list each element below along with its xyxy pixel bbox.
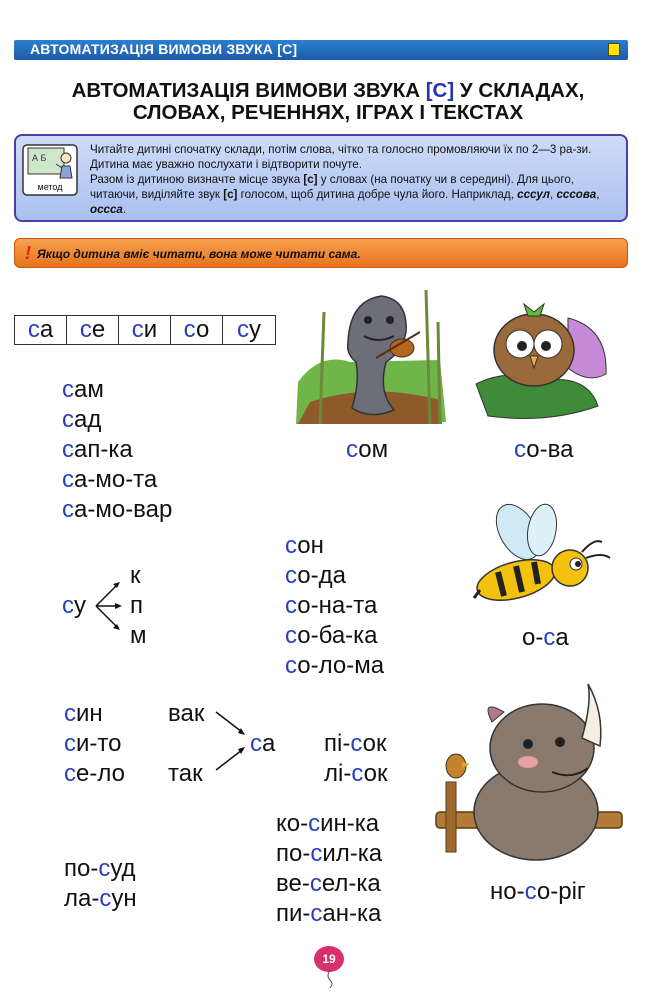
- letter-s: с: [543, 624, 556, 651]
- syllable-cell: [15, 316, 67, 344]
- method-instructions-box: [14, 134, 628, 222]
- word-rest: ан-ка: [322, 900, 382, 927]
- word-rest: а: [555, 624, 569, 651]
- word-rest: а-мо-вар: [74, 496, 173, 523]
- method-icon: [22, 144, 78, 196]
- letter-s: с: [79, 316, 92, 343]
- title-line-2: СЛОВАХ, РЕЧЕННЯХ, ІГРАХ І ТЕКСТАХ: [132, 101, 524, 124]
- method-text-part: голосом, щоб дитина добре чула його. Наприклад,: [237, 188, 518, 201]
- word-rest: ад: [74, 406, 102, 433]
- word-rest: а-мо-та: [74, 466, 158, 493]
- letter-s: с: [285, 592, 298, 619]
- su-arrows: [92, 570, 132, 640]
- caption-osa: [522, 624, 569, 652]
- word-rest: ок: [362, 730, 387, 757]
- example-word: оссса: [90, 203, 123, 216]
- word-item: [276, 840, 382, 868]
- letter-s: с: [62, 496, 74, 523]
- word-pre: ла-: [64, 885, 100, 912]
- word-rest: он: [297, 532, 324, 559]
- word-rest: о-да: [297, 562, 346, 589]
- word-pre: но-: [490, 878, 525, 905]
- word-item: [285, 562, 346, 590]
- syllable-cell: [171, 316, 223, 344]
- separator: ,: [596, 188, 600, 201]
- vowel: у: [249, 316, 261, 343]
- section-header-bar: [14, 40, 628, 60]
- word-rest: ил-ка: [322, 840, 383, 867]
- word-item: [324, 730, 386, 758]
- letter-s: с: [62, 376, 74, 403]
- syllable-sa: [250, 730, 275, 758]
- syllable-su: [62, 592, 86, 620]
- word-pre: о-: [522, 624, 544, 651]
- page-title: [40, 80, 616, 124]
- word-rest: и-то: [76, 730, 122, 757]
- letter-s: с: [62, 406, 74, 433]
- letter-s: с: [309, 870, 322, 897]
- method-text-part: у словах (на початку чи в середині). Для цього, читаючи, виділяйте звук: [90, 173, 575, 201]
- rhino-picture: [432, 682, 628, 868]
- word-tak: так: [168, 760, 203, 787]
- word-rest: ап-ка: [74, 436, 133, 463]
- syllable-cell: [119, 316, 171, 344]
- ending-p: п: [130, 592, 143, 619]
- note-text: Якщо дитина вміє читати, вона може читати сама.: [37, 247, 361, 261]
- word-item: [285, 532, 324, 560]
- letter-s: с: [285, 652, 298, 679]
- vowel: и: [143, 316, 158, 343]
- page-number: 19: [314, 946, 344, 972]
- catfish-picture: [290, 282, 450, 432]
- vowel: о: [195, 316, 210, 343]
- vowel: е: [91, 316, 106, 343]
- word-item: [285, 592, 377, 620]
- vowel: а: [39, 316, 54, 343]
- sound-mark: [с]: [303, 173, 318, 186]
- word-item: [62, 466, 157, 494]
- letter-s: с: [308, 810, 321, 837]
- word-rest: о-ріг: [536, 878, 586, 905]
- word-pre: ко-: [276, 810, 309, 837]
- exclamation-icon: !: [25, 243, 31, 263]
- word-rest: е-ло: [76, 760, 125, 787]
- word-vak: вак: [168, 700, 205, 727]
- method-text: [90, 142, 620, 217]
- word-pre: лі-: [324, 760, 352, 787]
- word-item: [285, 622, 378, 650]
- word-rest: ин-ка: [320, 810, 380, 837]
- syllable-cell: [67, 316, 119, 344]
- letter-s: с: [99, 885, 112, 912]
- word-rest: о-ба-ка: [297, 622, 378, 649]
- letter-s: с: [62, 592, 74, 619]
- ending-m: м: [130, 622, 147, 649]
- word-item: [62, 376, 104, 404]
- note-bar: [14, 238, 628, 268]
- word-rest: ок: [363, 760, 388, 787]
- word-item: [276, 870, 381, 898]
- word-rest: уд: [110, 855, 136, 882]
- word-pre: ве-: [276, 870, 310, 897]
- separator: .: [122, 203, 127, 216]
- word-pre: пі-: [324, 730, 351, 757]
- letter-s: с: [183, 316, 196, 343]
- word-rest: ун: [111, 885, 137, 912]
- title-part: АВТОМАТИЗАЦІЯ ВИМОВИ ЗВУКА: [71, 79, 426, 102]
- wasp-picture: [468, 502, 616, 614]
- separator: ,: [550, 188, 557, 201]
- word-item: [62, 406, 101, 434]
- owl-picture: [468, 288, 618, 428]
- sa-arrows: [212, 706, 252, 776]
- word-rest: о-ва: [526, 436, 574, 463]
- letter-s: с: [346, 436, 359, 463]
- word-pre: пи-: [276, 900, 311, 927]
- word-item: [276, 900, 381, 928]
- word-pre: по-: [276, 840, 311, 867]
- yellow-square-marker: [608, 43, 620, 56]
- word-item: [64, 885, 137, 913]
- sound-mark: [с]: [223, 188, 238, 201]
- ending-k: к: [130, 562, 141, 589]
- letter-s: с: [64, 760, 76, 787]
- letter-s: с: [310, 840, 323, 867]
- letter-s: с: [524, 878, 537, 905]
- word-item: [324, 760, 387, 788]
- title-part: У СКЛАДАХ,: [454, 79, 585, 102]
- letter-s: с: [285, 532, 298, 559]
- syllable-table: [14, 315, 276, 345]
- letter-s: с: [350, 730, 363, 757]
- svg-text:А Б: А Б: [32, 153, 47, 163]
- letter-s: с: [64, 700, 76, 727]
- vowel: у: [74, 592, 86, 619]
- title-sound: [С]: [425, 79, 455, 102]
- word-item: [64, 700, 103, 728]
- word-pre: по-: [64, 855, 99, 882]
- word-item: [62, 496, 172, 524]
- letter-s: с: [131, 316, 144, 343]
- letter-s: с: [514, 436, 527, 463]
- word-rest: о-ло-ма: [297, 652, 385, 679]
- letter-s: с: [285, 562, 298, 589]
- letter-s: с: [64, 730, 76, 757]
- letter-s: с: [27, 316, 40, 343]
- example-word: сссул: [517, 188, 550, 201]
- caption-nosorig: [490, 878, 586, 906]
- caption-sova: [514, 436, 573, 464]
- letter-s: с: [250, 730, 262, 757]
- svg-text:метод: метод: [37, 182, 63, 192]
- method-text-part: Разом із дитиною визначте місце звука: [90, 173, 304, 186]
- word-item: [64, 855, 136, 883]
- method-paragraph-1: Читайте дитині спочатку склади, потім слова, чітко та голосно промовляючи їх по 2—3 ра-зи. Дитина має уважно послухати і відтворити почуте.: [90, 143, 592, 171]
- word-item: [276, 810, 379, 838]
- example-word: сссова: [556, 188, 597, 201]
- syllable-cell: [223, 316, 275, 344]
- section-title: АВТОМАТИЗАЦІЯ ВИМОВИ ЗВУКА [С]: [30, 41, 298, 57]
- word-item: [285, 652, 384, 680]
- word-rest: ом: [358, 436, 389, 463]
- letter-s: с: [98, 855, 111, 882]
- word-item: [64, 760, 125, 788]
- vowel: а: [262, 730, 276, 757]
- letter-s: с: [285, 622, 298, 649]
- word-item: [64, 730, 121, 758]
- letter-s: с: [310, 900, 323, 927]
- letter-s: с: [62, 466, 74, 493]
- letter-s: с: [62, 436, 74, 463]
- word-rest: ин: [76, 700, 103, 727]
- word-item: [62, 436, 133, 464]
- word-rest: о-на-та: [297, 592, 378, 619]
- letter-s: с: [237, 316, 249, 343]
- word-rest: ел-ка: [321, 870, 381, 897]
- word-rest: ам: [74, 376, 104, 403]
- caption-som: [346, 436, 388, 464]
- letter-s: с: [351, 760, 364, 787]
- balloon-string-icon: [326, 970, 334, 988]
